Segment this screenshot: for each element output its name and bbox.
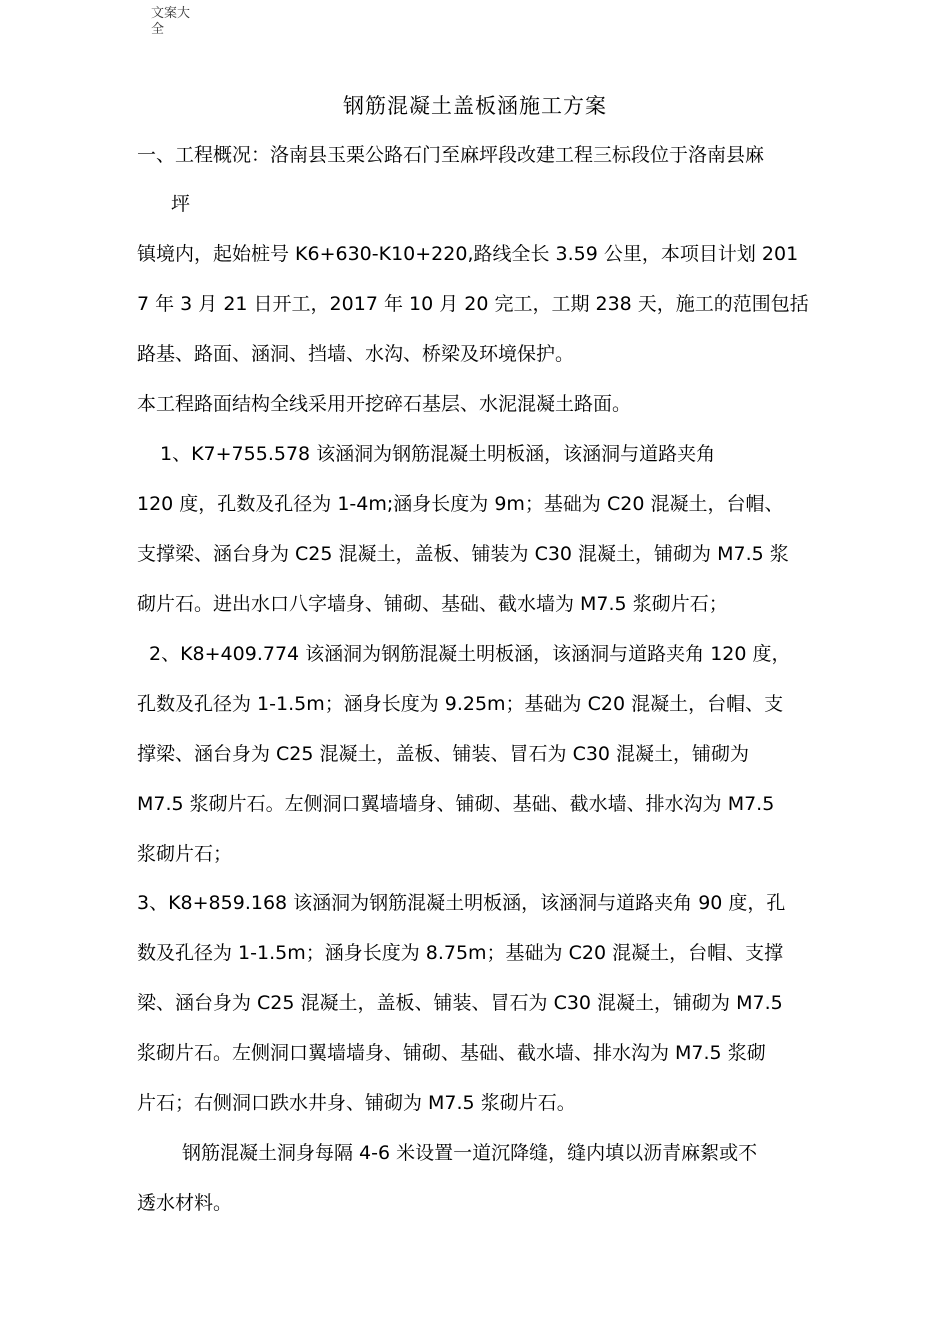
- text-line: 1、K7+755.578 该涵洞为钢筋混凝土明板涵，该涵洞与道路夹角: [160, 443, 716, 465]
- text-line: 撑梁、涵台身为 C25 混凝土，盖板、铺装、冒石为 C30 混凝土，铺砌为: [137, 743, 750, 765]
- text-line: 支撑梁、涵台身为 C25 混凝土，盖板、铺装为 C30 混凝土，铺砌为 M7.5 浆: [137, 543, 789, 565]
- text-line: 梁、涵台身为 C25 混凝土，盖板、铺装、冒石为 C30 混凝土，铺砌为 M7.5: [137, 992, 783, 1014]
- text-line: 本工程路面结构全线采用开挖碎石基层、水泥混凝土路面。: [137, 393, 632, 415]
- text-line: 透水材料。: [137, 1192, 233, 1214]
- text-line: 镇境内，起始桩号 K6+630-K10+220,路线全长 3.59 公里，本项目计划 201: [137, 243, 799, 265]
- text-line: 坪: [171, 193, 191, 215]
- text-line: 120 度，孔数及孔径为 1-4m;涵身长度为 9m；基础为 C20 混凝土，台帽、: [137, 493, 784, 515]
- text-line: 浆砌片石；: [137, 843, 233, 865]
- header-note: 文案大全: [151, 6, 191, 37]
- text-line: M7.5 浆砌片石。左侧洞口翼墙墙身、铺砌、基础、截水墙、排水沟为 M7.5: [137, 793, 775, 815]
- text-line: 孔数及孔径为 1-1.5m；涵身长度为 9.25m；基础为 C20 混凝土，台帽、支: [137, 693, 784, 715]
- text-line: 浆砌片石。左侧洞口翼墙墙身、铺砌、基础、截水墙、排水沟为 M7.5 浆砌: [137, 1042, 766, 1064]
- document-title: 钢筋混凝土盖板涵施工方案: [343, 94, 607, 118]
- text-line: 7 年 3 月 21 日开工，2017 年 10 月 20 完工，工期 238 天，施工的范围包括: [137, 293, 809, 315]
- text-line: 2、K8+409.774 该涵洞为钢筋混凝土明板涵，该涵洞与道路夹角 120 度，: [149, 643, 791, 665]
- text-line: 数及孔径为 1-1.5m；涵身长度为 8.75m；基础为 C20 混凝土，台帽、支撑: [137, 942, 784, 964]
- text-line: 砌片石。进出水口八字墙身、铺砌、基础、截水墙为 M7.5 浆砌片石；: [137, 593, 728, 615]
- text-line: 钢筋混凝土洞身每隔 4-6 米设置一道沉降缝，缝内填以沥青麻絮或不: [182, 1142, 758, 1164]
- text-line: 一、工程概况：洛南县玉栗公路石门至麻坪段改建工程三标段位于洛南县麻: [137, 144, 765, 166]
- text-line: 片石；右侧洞口跌水井身、铺砌为 M7.5 浆砌片石。: [137, 1092, 576, 1114]
- text-line: 路基、路面、涵洞、挡墙、水沟、桥梁及环境保护。: [137, 343, 575, 365]
- text-line: 3、K8+859.168 该涵洞为钢筋混凝土明板涵，该涵洞与道路夹角 90 度，孔: [137, 892, 786, 914]
